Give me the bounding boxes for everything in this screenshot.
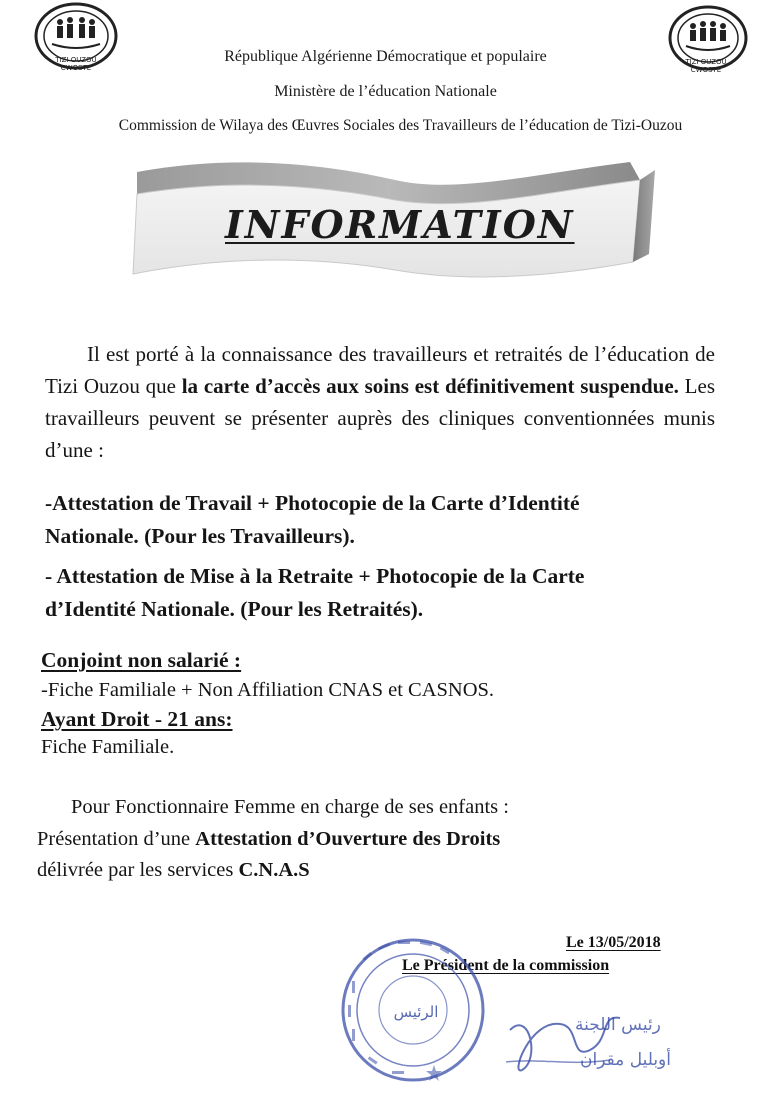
femme-line2-text: Présentation d’une xyxy=(37,828,196,850)
femme-attestation: Attestation d’Ouverture des Droits xyxy=(195,828,501,850)
intro-text-c: Les travailleurs peuvent se présenter auprès des cliniques conventionnées munis d’une : xyxy=(45,374,715,462)
femme-line2 xyxy=(37,825,500,853)
stamp-text: الرئيس xyxy=(393,1003,439,1021)
conjoint-title: Conjoint non salarié : xyxy=(41,648,242,672)
header-ministry: Ministère de l’éducation Nationale xyxy=(274,83,497,100)
item-retraite-line1: - Attestation de Mise à la Retraite + Photocopie de la Carte xyxy=(45,564,585,588)
header-republic: République Algérienne Démocratique et populaire xyxy=(224,48,547,65)
femme-line1: Pour Fonctionnaire Femme en charge de ses enfants : xyxy=(71,796,509,818)
signature-line2: أوبليل مقران xyxy=(580,1050,671,1070)
item-retraite-line2: d’Identité Nationale. (Pour les Retraités). xyxy=(45,597,424,621)
conjoint-text: -Fiche Familiale + Non Affiliation CNAS et CASNOS. xyxy=(41,679,495,701)
header-commission: Commission de Wilaya des Œuvres Sociales des Travailleurs de l’éducation de Tizi-Ouzou xyxy=(118,117,683,134)
femme-cnas: C.N.A.S xyxy=(238,859,310,881)
banner-title: INFORMATION xyxy=(225,202,575,247)
femme-line3-text: délivrée par les services xyxy=(37,859,239,881)
intro-text-a: Il est porté à la connaissance des travailleurs et retraités de l’éducation de Tizi Ouzou que xyxy=(45,342,715,398)
ayant-droit-title: Ayant Droit - 21 ans: xyxy=(41,707,233,731)
item-travail-line2: Nationale. (Pour les Travailleurs). xyxy=(45,524,355,548)
item-travail-line1: -Attestation de Travail + Photocopie de la Carte d’Identité xyxy=(45,491,580,515)
logo-right-text: TIZI OUZOU CWOSTE xyxy=(685,58,727,74)
ayant-droit-text: Fiche Familiale. xyxy=(41,736,175,758)
intro-paragraph xyxy=(45,338,715,466)
femme-line3 xyxy=(37,856,310,884)
intro-text-bold: la carte d’accès aux soins est définitivement suspendue. xyxy=(181,374,679,398)
signatory-title: Le Président de la commission xyxy=(402,957,610,974)
signature-line1: رئيس اللجنة xyxy=(575,1015,661,1035)
logo-left-text: TIZI OUZOU CWOSTE xyxy=(55,56,97,72)
signature xyxy=(500,1000,680,1090)
document-date: Le 13/05/2018 xyxy=(566,934,661,951)
